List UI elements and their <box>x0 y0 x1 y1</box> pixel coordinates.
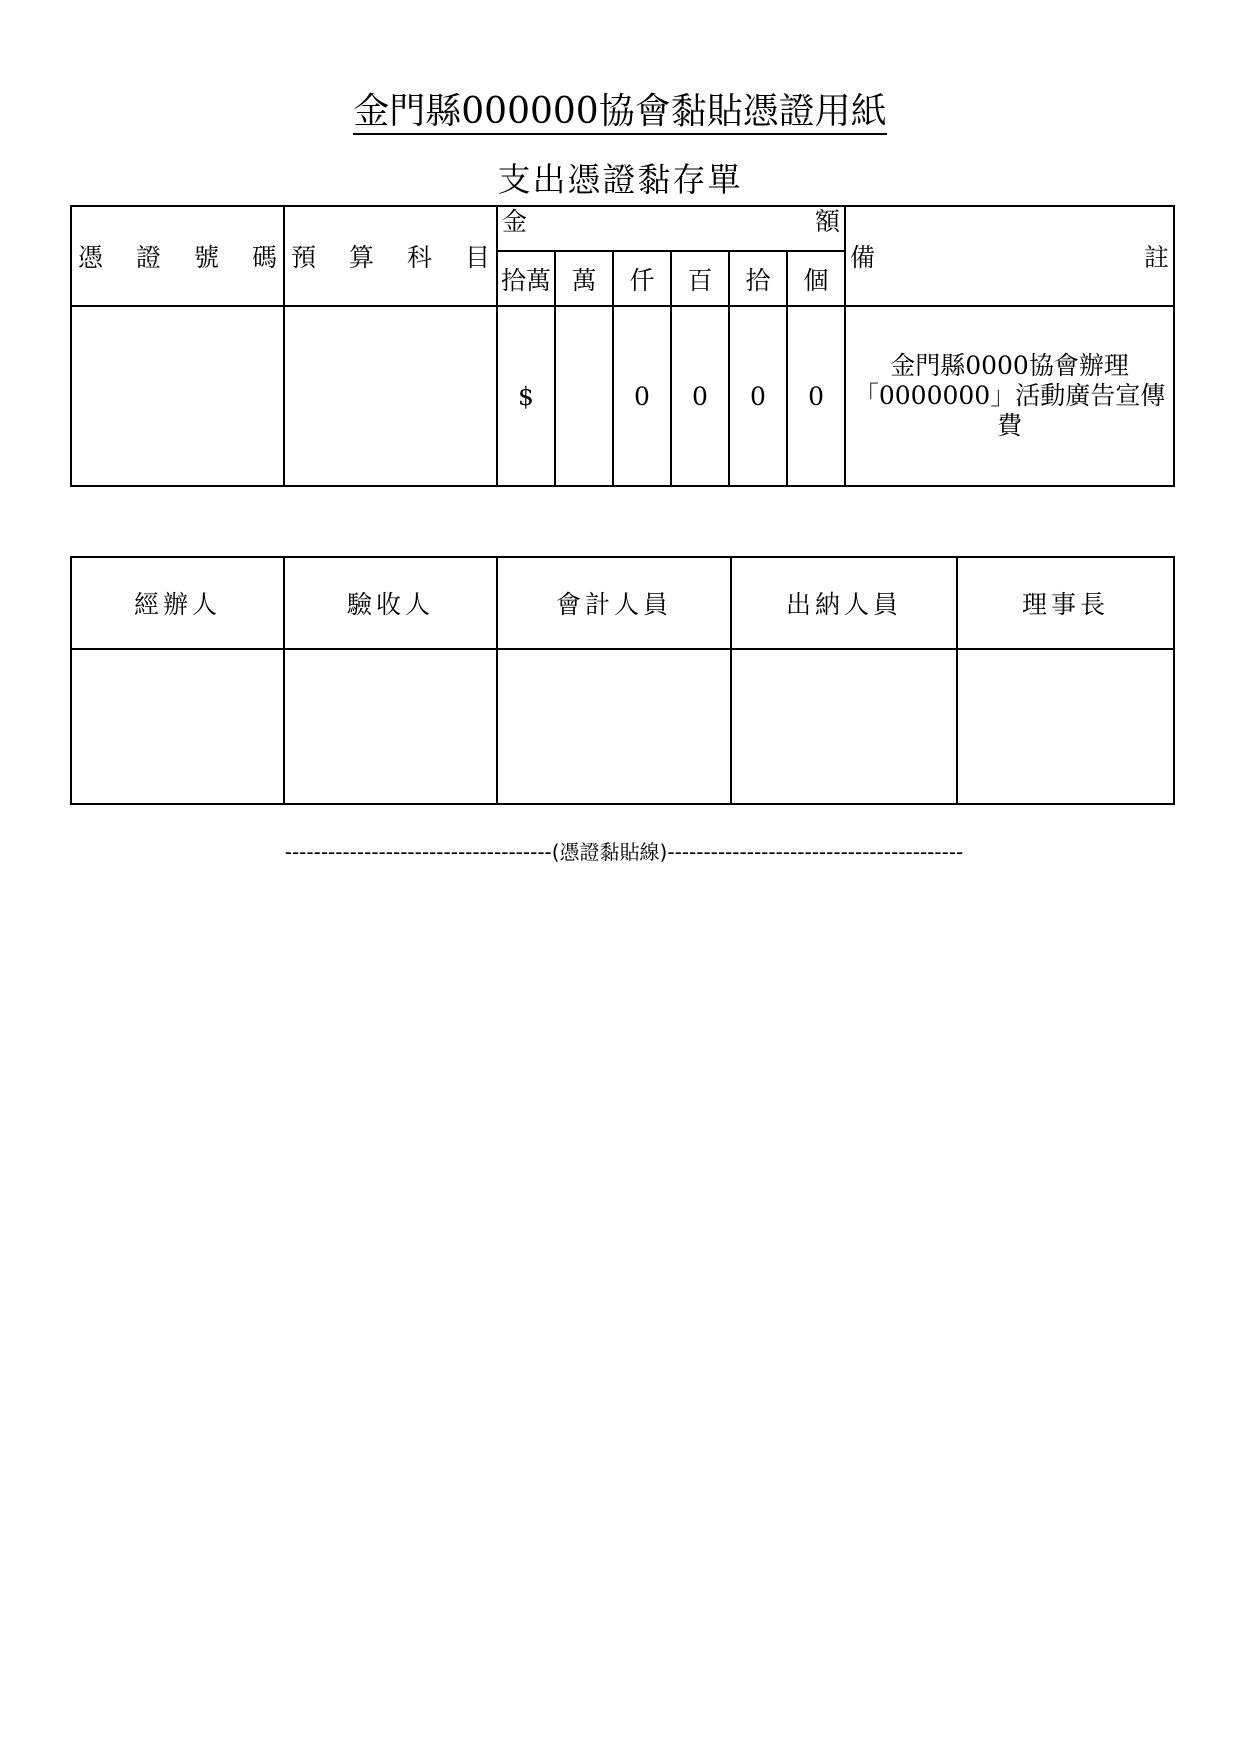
digit-cell-hundreds[interactable]: 0 <box>671 306 729 486</box>
digit-header-thousands: 仟 <box>613 251 671 306</box>
remark-cell[interactable] <box>845 306 1174 486</box>
voucher-number-cell[interactable] <box>71 306 284 486</box>
voucher-number-header: 憑 證 號 碼 <box>71 206 284 306</box>
digit-cell-tens[interactable]: 0 <box>729 306 787 486</box>
inspector-header: 驗收人 <box>284 557 497 649</box>
digit-cell-hundred-thousands[interactable]: $ <box>497 306 555 486</box>
digit-header-ten-thousands: 萬 <box>555 251 613 306</box>
cashier-header: 出納人員 <box>731 557 957 649</box>
signature-table <box>70 556 1175 805</box>
chairman-header: 理事長 <box>957 557 1174 649</box>
cashier-signature-cell[interactable] <box>731 649 957 804</box>
digit-cell-ten-thousands[interactable] <box>555 306 613 486</box>
document-title <box>0 88 1240 136</box>
digit-header-ones: 個 <box>787 251 845 306</box>
inspector-signature-cell[interactable] <box>284 649 497 804</box>
digit-cell-ones[interactable]: 0 <box>787 306 845 486</box>
document-title-text: 金門縣000000協會黏貼憑證用紙 <box>353 91 886 135</box>
remark-header: 備 註 <box>845 206 1174 306</box>
chairman-signature-cell[interactable] <box>957 649 1174 804</box>
budget-item-header: 預 算 科 目 <box>284 206 497 306</box>
voucher-table <box>70 205 1175 487</box>
accountant-header: 會計人員 <box>497 557 731 649</box>
handler-signature-cell[interactable] <box>71 649 284 804</box>
digit-header-hundred-thousands: 拾萬 <box>497 251 555 306</box>
handler-header: 經辦人 <box>71 557 284 649</box>
remark-text: 金門縣0000協會辦理「0000000」活動廣告宣傳費 <box>853 351 1166 440</box>
digit-header-hundreds: 百 <box>671 251 729 306</box>
digit-header-tens: 拾 <box>729 251 787 306</box>
amount-header: 金 額 <box>497 206 845 251</box>
budget-item-cell[interactable] <box>284 306 497 486</box>
digit-cell-thousands[interactable]: 0 <box>613 306 671 486</box>
accountant-signature-cell[interactable] <box>497 649 731 804</box>
voucher-cut-line: -------------------------------------(憑證黏貼線)----------------------------------------- <box>284 840 964 864</box>
document-subtitle: 支出憑證黏存單 <box>497 160 743 199</box>
